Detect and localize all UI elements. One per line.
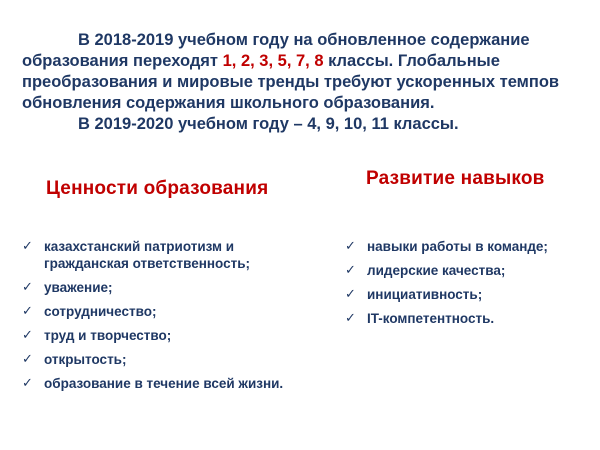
list-item-text: уважение;	[44, 280, 113, 295]
intro-paragraph-2018	[22, 30, 582, 114]
list-item-text: сотрудничество;	[44, 304, 157, 319]
list-item	[22, 279, 322, 296]
check-icon: ✓	[345, 263, 356, 278]
intro-grades-highlight: 1, 2, 3, 5, 7, 8	[222, 52, 324, 70]
list-item	[22, 303, 322, 320]
intro-text-before-grades: В 2018-2019 учебном году на обновленное содержание образования переходят	[22, 31, 530, 70]
values-list	[22, 238, 322, 399]
list-item	[22, 327, 322, 344]
values-heading: Ценности образования	[46, 178, 269, 199]
list-item	[345, 310, 590, 327]
check-icon: ✓	[22, 280, 33, 295]
list-item-text: лидерские качества;	[367, 263, 506, 278]
check-icon: ✓	[22, 352, 33, 367]
list-item-text: навыки работы в команде;	[367, 239, 548, 254]
check-icon: ✓	[22, 304, 33, 319]
list-item-text: казахстанский патриотизм и гражданская ответственность;	[44, 239, 251, 271]
skills-heading: Развитие навыков	[366, 168, 545, 189]
list-item-text: IT-компетентность.	[367, 311, 495, 326]
skills-list	[345, 238, 590, 334]
list-item-text: открытость;	[44, 352, 127, 367]
check-icon: ✓	[345, 239, 356, 254]
check-icon: ✓	[345, 311, 356, 326]
list-item-text: труд и творчество;	[44, 328, 172, 343]
list-item	[22, 375, 322, 392]
intro-text-2019: В 2019-2020 учебном году – 4, 9, 10, 11 классы.	[78, 115, 459, 133]
list-item-text: образование в течение всей жизни.	[44, 376, 284, 391]
check-icon: ✓	[22, 328, 33, 343]
intro-text-after-grades: классы. Глобальные преобразования и мировые тренды требуют ускоренных темпов обновления содержания школьного образования.	[22, 52, 560, 112]
list-item-text: инициативность;	[367, 287, 483, 302]
list-item	[22, 351, 322, 368]
check-icon: ✓	[22, 376, 33, 391]
list-item	[345, 262, 590, 279]
list-item	[345, 238, 590, 255]
intro-paragraph-2019	[22, 114, 582, 135]
intro-text	[22, 30, 582, 135]
list-item	[22, 238, 322, 272]
list-item	[345, 286, 590, 303]
check-icon: ✓	[22, 239, 33, 254]
check-icon: ✓	[345, 287, 356, 302]
